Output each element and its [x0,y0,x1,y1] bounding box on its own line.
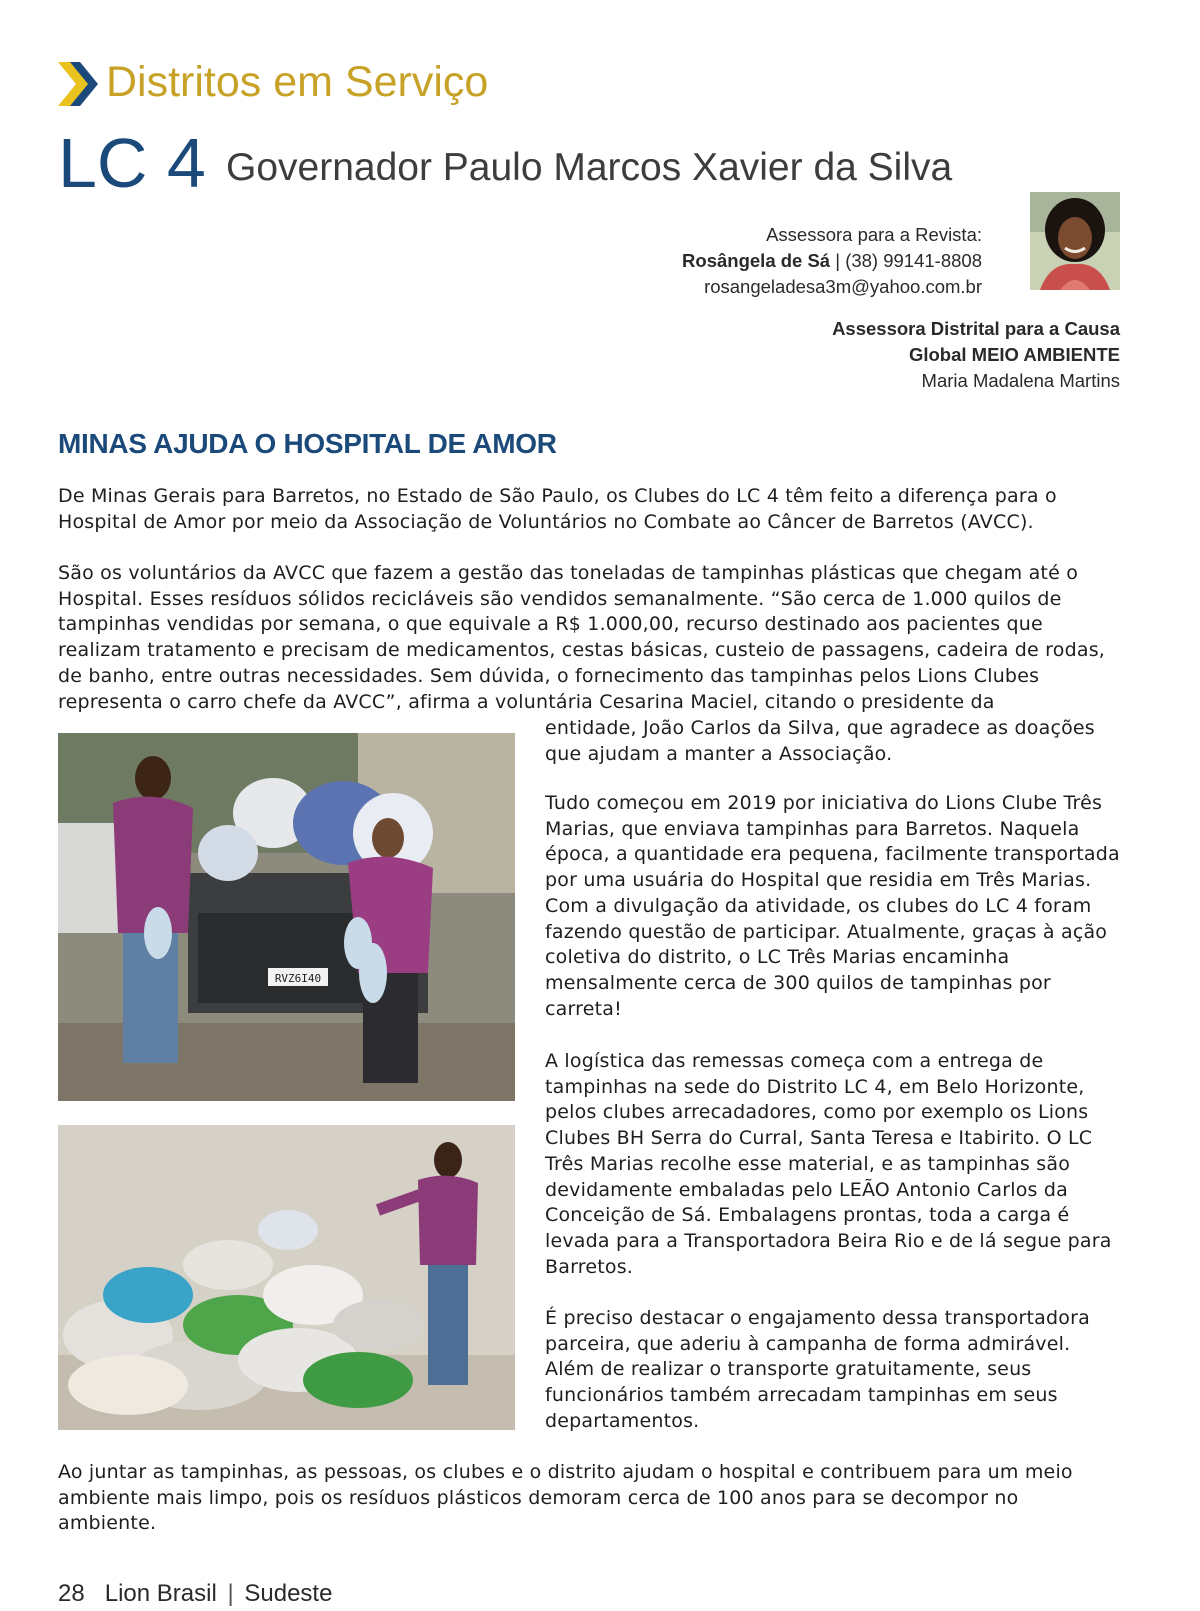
advisor-role-2-text: Global MEIO AMBIENTE [908,344,1120,365]
contact-name-line [682,248,982,274]
article-paragraph-2-continued [545,716,1120,767]
advisor-name: Maria Madalena Martins [921,370,1120,391]
license-plate: RVZ6I40 [274,972,322,985]
article-paragraph-6 [58,1460,1118,1537]
article-paragraph-4 [545,1049,1120,1280]
photo-sacks-of-caps [58,1125,515,1430]
paragraph-4-text: A logística das remessas começa com a entrega de tampinhas na sede do Distrito LC 4, em Belo Horizonte, pelos clubes arrecadadores, como por exemplo os Lions Clubes BH Serra do Curral, Santa Teresa e Itabirito. O LC Três Marias recolhe esse material, e as tampinhas são devidamente embaladas pelo LEÃO Antonio Carlos da Conceição de Sá. Embalagens prontas, toda a carga é levada para a Transportadora Beira Rio e de lá segue para Barretos. [545,1050,1112,1278]
paragraph-2-text: São os voluntários da AVCC que fazem a gestão das toneladas de tampinhas plásticas que chegam até o Hospital. Esses resíduos sólidos recicláveis são vendidos semanalmente. “São cerca de 1.000 quilos de tampinhas vendidas por semana, o que equivale a R$ 1.000,00, recurso destinado aos pacientes que realizam tratamento e precisam de medicamentos, cestas básicas, custeio de passagens, cadeira de rodas, de banho, entre outras necessidades. Sem dúvida, o fornecimento das tampinhas pelos Lions Clubes representa o carro chefe da AVCC”, afirma a voluntária Cesarina Maciel, citando o presidente da [58,562,1106,713]
article-paragraph-3 [545,791,1120,1022]
magazine-advisor-contact [682,222,982,300]
advisor-role-1-text: Assessora Distrital para a Causa [832,318,1120,339]
governor-name: Governador Paulo Marcos Xavier da Silva [226,146,953,189]
district-advisor [832,316,1120,394]
district-code: LC 4 [58,124,206,202]
advisor-portrait [1030,192,1120,290]
magazine-region: Sudeste [244,1580,333,1607]
article-paragraph-5 [545,1306,1120,1435]
footer-separator: | [227,1580,234,1607]
contact-email: rosangeladesa3m@yahoo.com.br [704,276,982,297]
page-number: 28 [58,1580,85,1607]
paragraph-5-text: É preciso destacar o engajamento dessa transportadora parceira, que aderiu à campanha de forma admirável. Além de realizar o transporte gratuitamente, seus funcionários também arrecadam tampinhas em seus departamentos. [545,1307,1090,1432]
contact-phone: | (38) 99141-8808 [835,250,982,271]
section-title: Distritos em Serviço [106,58,489,106]
magazine-name: Lion Brasil [104,1580,217,1607]
advisor-role-line-1 [832,316,1120,342]
contact-name: Rosângela de Sá [682,250,831,271]
photo-volunteers-with-truck [58,733,515,1101]
paragraph-3-text: Tudo começou em 2019 por iniciativa do Lions Clube Três Marias, que enviava tampinhas para Barretos. Naquela época, a quantidade era pequena, facilmente transportada por uma usuária do Hospital que residia em Três Marias. Com a divulgação da atividade, os clubes do LC 4 foram fazendo questão de participar. Atualmente, graças à ação coletiva do distrito, o LC Três Marias encaminha mensalmente cerca de 300 quilos de tampinhas por carreta! [545,792,1120,1020]
article-paragraph-1 [58,484,1118,535]
paragraph-2-continued-text: entidade, João Carlos da Silva, que agradece as doações que ajudam a manter a Associação. [545,717,1095,765]
article-headline: MINAS AJUDA O HOSPITAL DE AMOR [58,428,557,459]
article-paragraph-2 [58,561,1118,715]
section-arrow-icon [58,62,98,106]
page-footer [58,1580,332,1608]
paragraph-6-text: Ao juntar as tampinhas, as pessoas, os clubes e o distrito ajudam o hospital e contribuem para um meio ambiente mais limpo, pois os resíduos plásticos demoram cerca de 100 anos para se decompor no ambiente. [58,1461,1073,1535]
contact-role: Assessora para a Revista: [766,224,982,245]
paragraph-1-text: De Minas Gerais para Barretos, no Estado de São Paulo, os Clubes do LC 4 têm feito a diferença para o Hospital de Amor por meio da Associação de Voluntários no Combate ao Câncer de Barretos (AVCC). [58,485,1057,533]
advisor-role-line-2 [832,342,1120,368]
